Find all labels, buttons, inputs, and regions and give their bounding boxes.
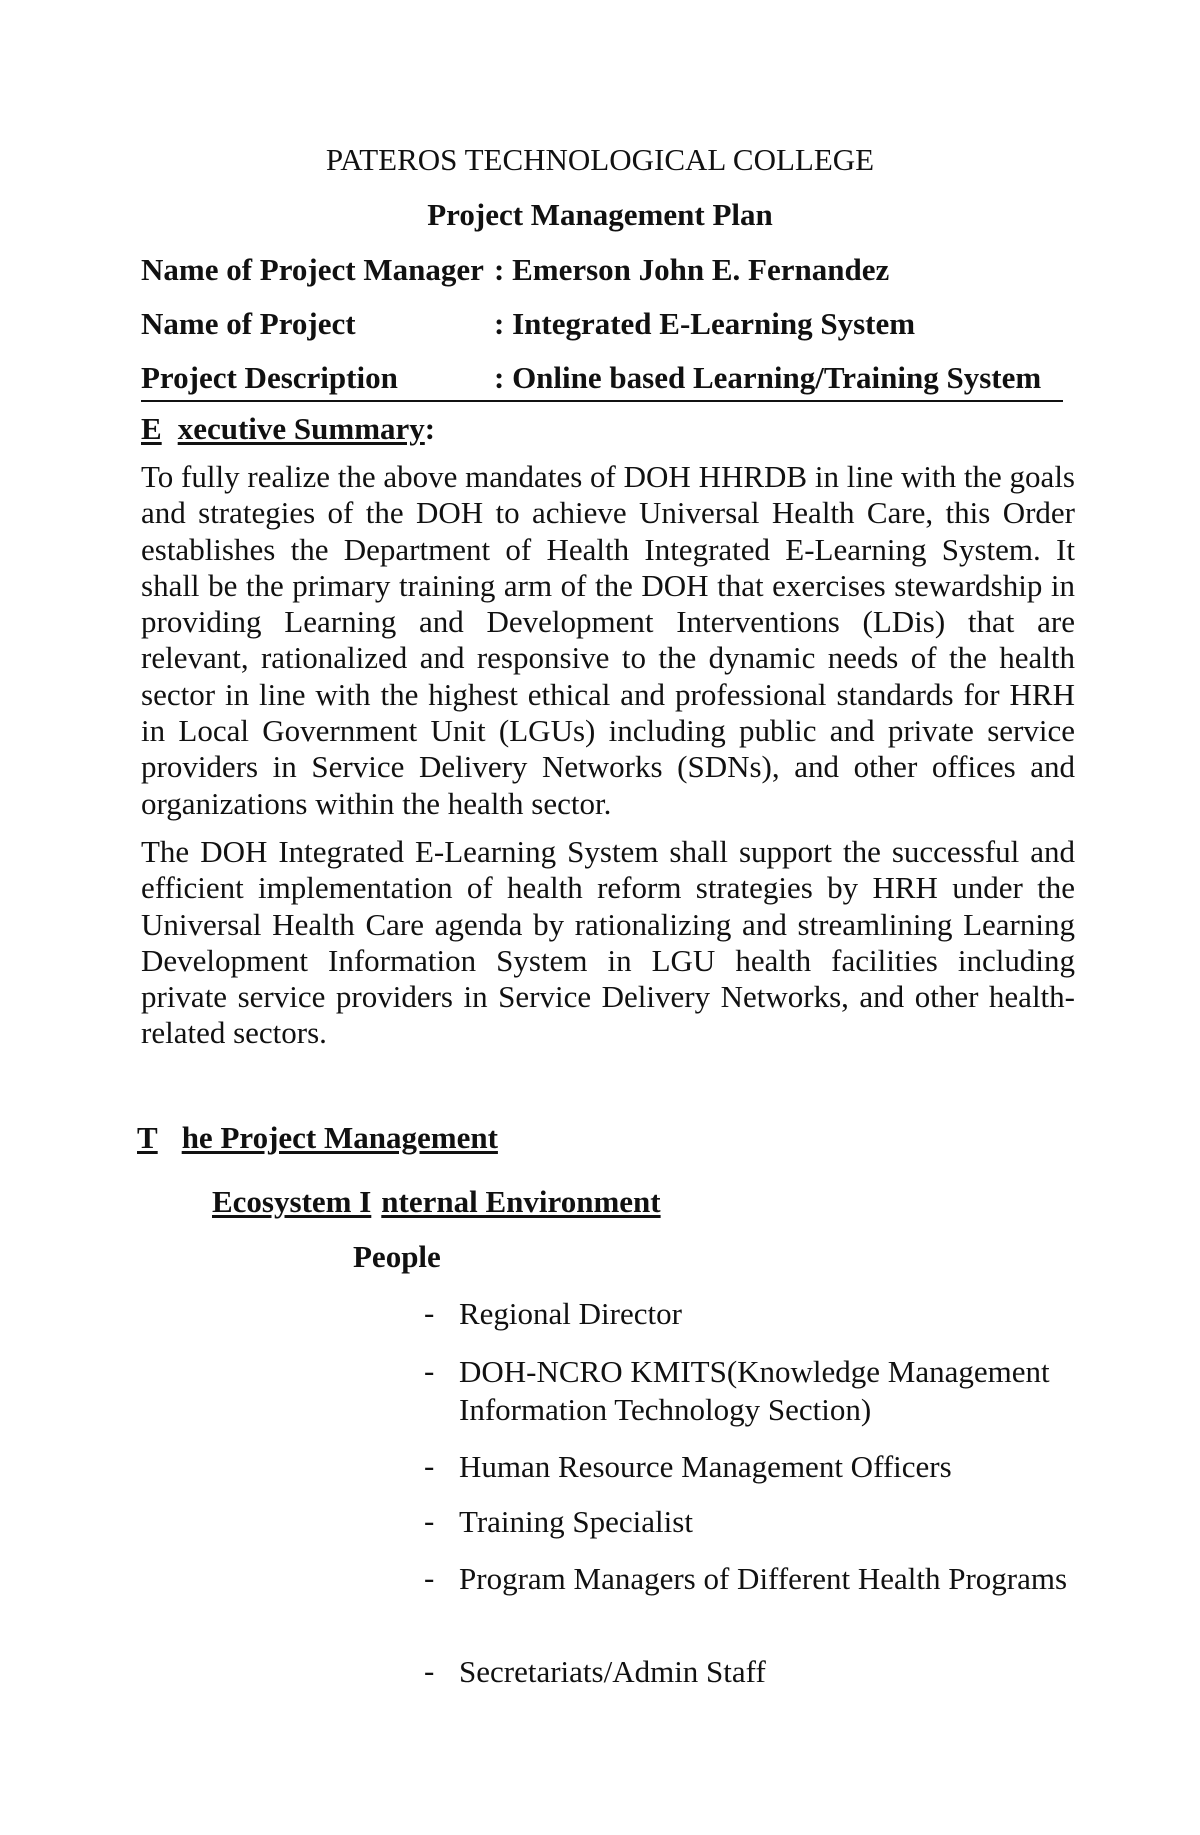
ecosystem-subheading: [212, 1184, 661, 1220]
people-label: People: [353, 1239, 441, 1274]
manager-value: : Emerson John E. Fernandez: [494, 252, 890, 287]
executive-summary-paragraph-1: To fully realize the above mandates of DOH HHRDB in line with the goals and strategies of the DOH to achieve Universal Health Care, this Order establishes the Department of Health Integrated E-Learning System. It shall be the primary training arm of the DOH that exercises stewardship in providing Learning and Development Interventions (LDis) that are relevant, rationalized and responsive to the dynamic needs of the health sector in line with the highest ethical and professional standards for HRH in Local Government Unit (LGUs) including public and private service providers in Service Delivery Networks (SDNs), and other offices and organizations within the health sector.: [141, 459, 1075, 821]
executive-summary-heading-rest: xecutive Summary: [177, 411, 425, 446]
ecosystem-subheading-part-b: nternal Environment: [381, 1184, 661, 1219]
list-bullet: -: [424, 1353, 435, 1388]
list-item-text: Program Managers of Different Health Programs: [459, 1561, 1068, 1596]
document-title: Project Management Plan: [427, 197, 773, 232]
list-item-text: DOH-NCRO KMITS(Knowledge Management Information Technology Section): [459, 1354, 1050, 1427]
ecosystem-subheading-part-a: Ecosystem I: [212, 1184, 372, 1219]
list-bullet: -: [424, 1448, 435, 1483]
institution-name: PATEROS TECHNOLOGICAL COLLEGE: [325, 142, 875, 177]
executive-summary-heading: [141, 411, 435, 447]
list-bullet: -: [424, 1295, 435, 1330]
header-divider: [141, 400, 1063, 402]
manager-label: Name of Project Manager: [141, 252, 484, 287]
project-description-label: Project Description: [141, 360, 398, 395]
executive-summary-heading-colon: :: [424, 411, 436, 446]
project-management-heading: [137, 1120, 498, 1156]
list-item-text: Human Resource Management Officers: [459, 1449, 952, 1484]
project-name-label: Name of Project: [141, 306, 356, 341]
list-bullet: -: [424, 1503, 435, 1538]
list-item-text: Secretariats/Admin Staff: [459, 1654, 766, 1689]
list-item-text: Training Specialist: [459, 1504, 693, 1539]
executive-summary-paragraph-2: The DOH Integrated E-Learning System shall support the successful and efficient implementation of health reform strategies by HRH under the Universal Health Care agenda by rationalizing and streamlining Learning Development Information System in LGU health facilities including private service providers in Service Delivery Networks, and other health-related sectors.: [141, 834, 1075, 1051]
project-name-value: : Integrated E-Learning System: [494, 306, 916, 341]
executive-summary-heading-initial: E: [141, 411, 162, 446]
list-bullet: -: [424, 1653, 435, 1688]
project-description-value: : Online based Learning/Training System: [494, 360, 1042, 395]
project-management-heading-initial: T: [137, 1120, 158, 1155]
list-bullet: -: [424, 1560, 435, 1595]
list-item-text: Regional Director: [459, 1296, 682, 1331]
project-management-heading-rest: he Project Management: [181, 1120, 498, 1155]
